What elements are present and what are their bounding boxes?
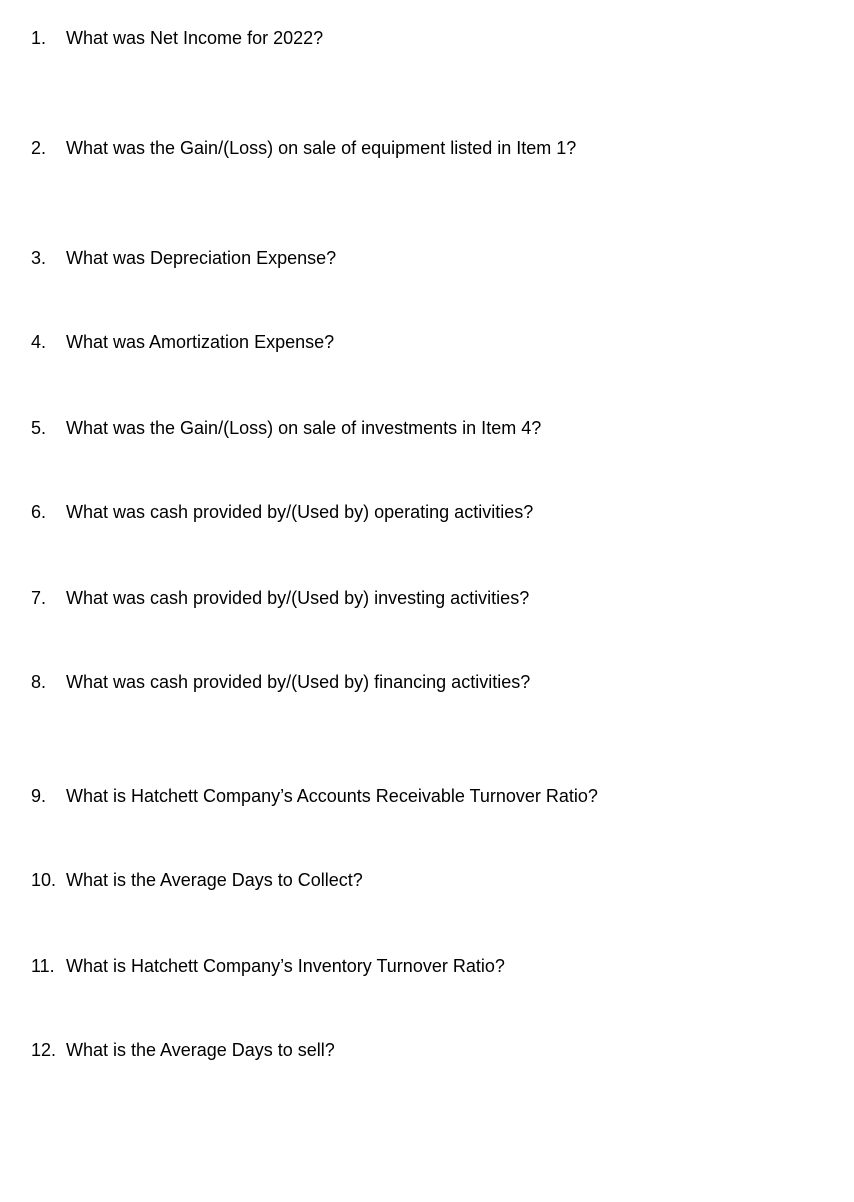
question-number: 6. (31, 502, 47, 522)
question-item (0, 500, 854, 524)
question-text: What was the Gain/(Loss) on sale of investments in Item 4? (66, 418, 542, 438)
question-text: What was cash provided by/(Used by) operating activities? (66, 502, 534, 522)
question-text: What was Net Income for 2022? (66, 28, 324, 48)
question-item (0, 784, 854, 808)
question-item (0, 136, 854, 160)
question-text: What is the Average Days to Collect? (66, 870, 363, 890)
question-number: 11. (31, 956, 55, 976)
question-text: What was cash provided by/(Used by) investing activities? (66, 588, 530, 608)
question-text: What is the Average Days to sell? (66, 1040, 335, 1060)
question-number: 9. (31, 786, 47, 806)
question-number: 10. (31, 870, 57, 890)
question-number: 3. (31, 248, 47, 268)
question-text: What was cash provided by/(Used by) financing activities? (66, 672, 531, 692)
question-number: 1. (31, 28, 47, 48)
question-item (0, 246, 854, 270)
question-number: 12. (31, 1040, 57, 1060)
question-text: What was Amortization Expense? (66, 332, 335, 352)
question-item (0, 1038, 854, 1062)
question-number: 2. (31, 138, 47, 158)
question-item (0, 586, 854, 610)
question-item (0, 954, 854, 978)
question-text: What was the Gain/(Loss) on sale of equipment listed in Item 1? (66, 138, 577, 158)
question-item (0, 416, 854, 440)
question-number: 4. (31, 332, 47, 352)
question-text: What is Hatchett Company’s Inventory Turnover Ratio? (66, 956, 505, 976)
question-number: 5. (31, 418, 47, 438)
question-text: What was Depreciation Expense? (66, 248, 337, 268)
question-text: What is Hatchett Company’s Accounts Receivable Turnover Ratio? (66, 786, 598, 806)
question-number: 7. (31, 588, 47, 608)
question-item (0, 670, 854, 694)
question-number: 8. (31, 672, 47, 692)
question-item (0, 868, 854, 892)
question-item (0, 26, 854, 50)
question-item (0, 330, 854, 354)
